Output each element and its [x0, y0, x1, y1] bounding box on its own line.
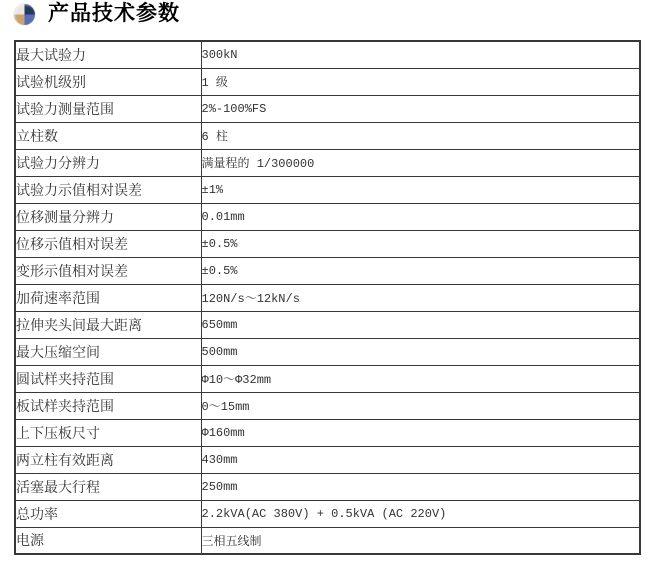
table-row: [15, 365, 640, 392]
spec-label: 试验力分辨力: [15, 149, 201, 176]
spec-value: 1 级: [201, 68, 640, 95]
spec-value: 2%-100%FS: [201, 95, 640, 122]
table-row: [15, 338, 640, 365]
spec-table: [14, 40, 641, 555]
spec-value: 0～15mm: [201, 392, 640, 419]
spec-label: 板试样夹持范围: [15, 392, 201, 419]
spec-label: 活塞最大行程: [15, 473, 201, 500]
spec-label: 位移示值相对误差: [15, 230, 201, 257]
spec-value: 2.2kVA(AC 380V) + 0.5kVA (AC 220V): [201, 500, 640, 527]
spec-label: 立柱数: [15, 122, 201, 149]
spec-label: 位移测量分辨力: [15, 203, 201, 230]
spec-label: 电源: [15, 527, 201, 554]
table-row: [15, 446, 640, 473]
table-row: [15, 41, 640, 68]
spec-value: 120N/s～12kN/s: [201, 284, 640, 311]
spec-value: 满量程的 1/300000: [201, 149, 640, 176]
spec-value: 0.01mm: [201, 203, 640, 230]
spec-value: 三相五线制: [201, 527, 640, 554]
spec-value: Φ160mm: [201, 419, 640, 446]
spec-value: 300kN: [201, 41, 640, 68]
page-header: [14, 2, 180, 26]
table-row: [15, 95, 640, 122]
spec-value: ±0.5%: [201, 230, 640, 257]
table-row: [15, 311, 640, 338]
spec-label: 试验机级别: [15, 68, 201, 95]
table-row: [15, 68, 640, 95]
table-row: [15, 500, 640, 527]
spec-value: 250mm: [201, 473, 640, 500]
spec-value: 650mm: [201, 311, 640, 338]
spec-label: 试验力示值相对误差: [15, 176, 201, 203]
spec-table-body: [15, 41, 640, 554]
spec-value: 500mm: [201, 338, 640, 365]
spec-label: 试验力测量范围: [15, 95, 201, 122]
spec-label: 圆试样夹持范围: [15, 365, 201, 392]
table-row: [15, 284, 640, 311]
table-row: [15, 122, 640, 149]
spec-value: 430mm: [201, 446, 640, 473]
spec-label: 变形示值相对误差: [15, 257, 201, 284]
spec-value: ±0.5%: [201, 257, 640, 284]
pie-sphere-icon: [14, 4, 35, 25]
spec-value: 6 柱: [201, 122, 640, 149]
spec-label: 总功率: [15, 500, 201, 527]
table-row: [15, 176, 640, 203]
table-row: [15, 527, 640, 554]
spec-label: 加荷速率范围: [15, 284, 201, 311]
spec-label: 两立柱有效距离: [15, 446, 201, 473]
spec-value: Φ10～Φ32mm: [201, 365, 640, 392]
table-row: [15, 230, 640, 257]
spec-label: 上下压板尺寸: [15, 419, 201, 446]
spec-value: ±1%: [201, 176, 640, 203]
spec-label: 最大试验力: [15, 41, 201, 68]
page-title: 产品技术参数: [48, 2, 180, 25]
table-row: [15, 203, 640, 230]
spec-label: 拉伸夹头间最大距离: [15, 311, 201, 338]
spec-label: 最大压缩空间: [15, 338, 201, 365]
table-row: [15, 257, 640, 284]
table-row: [15, 473, 640, 500]
table-row: [15, 392, 640, 419]
table-row: [15, 149, 640, 176]
table-row: [15, 419, 640, 446]
